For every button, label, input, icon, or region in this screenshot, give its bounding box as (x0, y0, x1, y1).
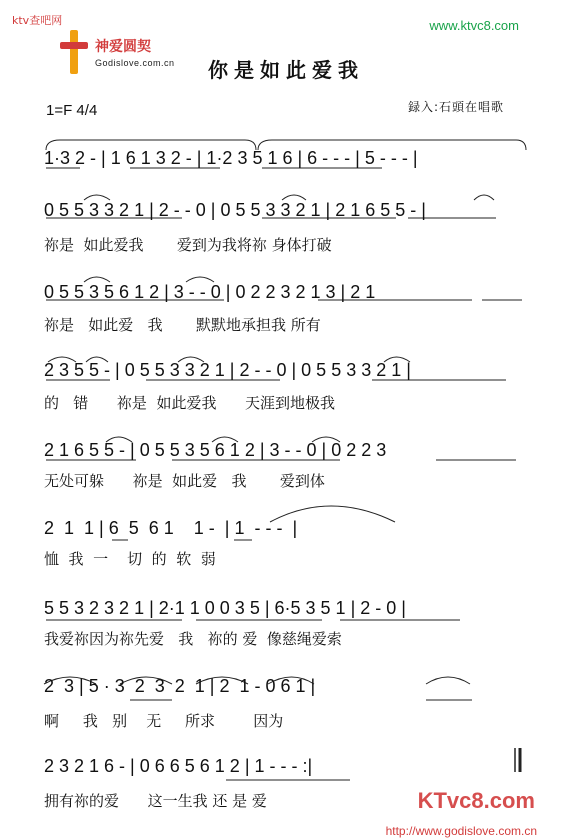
song-title: 你是如此爱我 (208, 58, 364, 82)
notation-row-9: 2 3 2 1 6 - | 0 6 6 5 6 1 2 | 1 - - - :| (44, 756, 313, 776)
notation-row-7: 5 5 3 2 3 2 1 | 2·1 1 0 0 3 5 | 6·5 3 5 1 | 2 - 0 | (44, 598, 406, 618)
lyrics-row-8: 啊 我 别 无 所求 因为 (44, 712, 284, 730)
key-signature: 1=F 4/4 (46, 102, 98, 119)
url-top-right[interactable]: www.ktvc8.com (429, 18, 519, 33)
lyrics-row-2: 祢是 如此爱我 爱到为我将祢 身体打破 (44, 236, 332, 254)
watermark-url[interactable]: http://www.godislove.com.cn (385, 824, 537, 838)
lyrics-row-9: 拥有祢的爱 这一生我 还 是 爱 (44, 792, 267, 810)
logo-name: 神爱圆契 (95, 39, 151, 55)
watermark-ktv: KTvc8.com (417, 788, 535, 813)
logo-domain: Godislove.com.cn (95, 58, 175, 68)
lyrics-row-5: 无处可躲 祢是 如此爱 我 爱到体 (44, 472, 325, 490)
watermark-top-left: ktv查吧网 (12, 14, 63, 27)
notation-row-4: 2 3 5 5 - | 0 5 5 3 3 2 1 | 2 - - 0 | 0 5 5 3 3 2 1 | (44, 360, 411, 380)
notation-row-1: 1·3 2 - | 1 6 1 3 2 - | 1·2 3 5 1 6 | 6 - - - | 5 - - - | (44, 148, 418, 168)
lyrics-row-3: 祢是 如此爱 我 默默地承担我 所有 (44, 316, 321, 334)
lyrics-row-4: 的 错 祢是 如此爱我 天涯到地极我 (44, 394, 336, 412)
lyrics-row-7: 我爱祢因为祢先爱 我 祢的 爱 像慈绳爱索 (44, 630, 342, 648)
notation-row-8: 2 3 | 5 · 3 2 3 2 1 | 2 1 - 0 6 1 | (44, 676, 316, 696)
recorded-by: 録入:石頭在唱歌 (408, 100, 505, 114)
lyrics-row-6: 恤 我 一 切 的 软 弱 (44, 550, 216, 568)
notation-row-5: 2 1 6 5 5 - | 0 5 5 3 5 6 1 2 | 3 - - 0 | 0 2 2 3 (44, 440, 387, 460)
notation-row-6: 2 1 1 | 6 5 6 1 1 - | 1 - - - | (44, 518, 298, 538)
notation-row-3: 0 5 5 3 5 6 1 2 | 3 - - 0 | 0 2 2 3 2 1 3 | 2 1 (44, 282, 376, 302)
notation-row-2: 0 5 5 3 3 2 1 | 2 - - 0 | 0 5 5 3 3 2 1 | 2 1 6 5 5 - | (44, 200, 426, 220)
